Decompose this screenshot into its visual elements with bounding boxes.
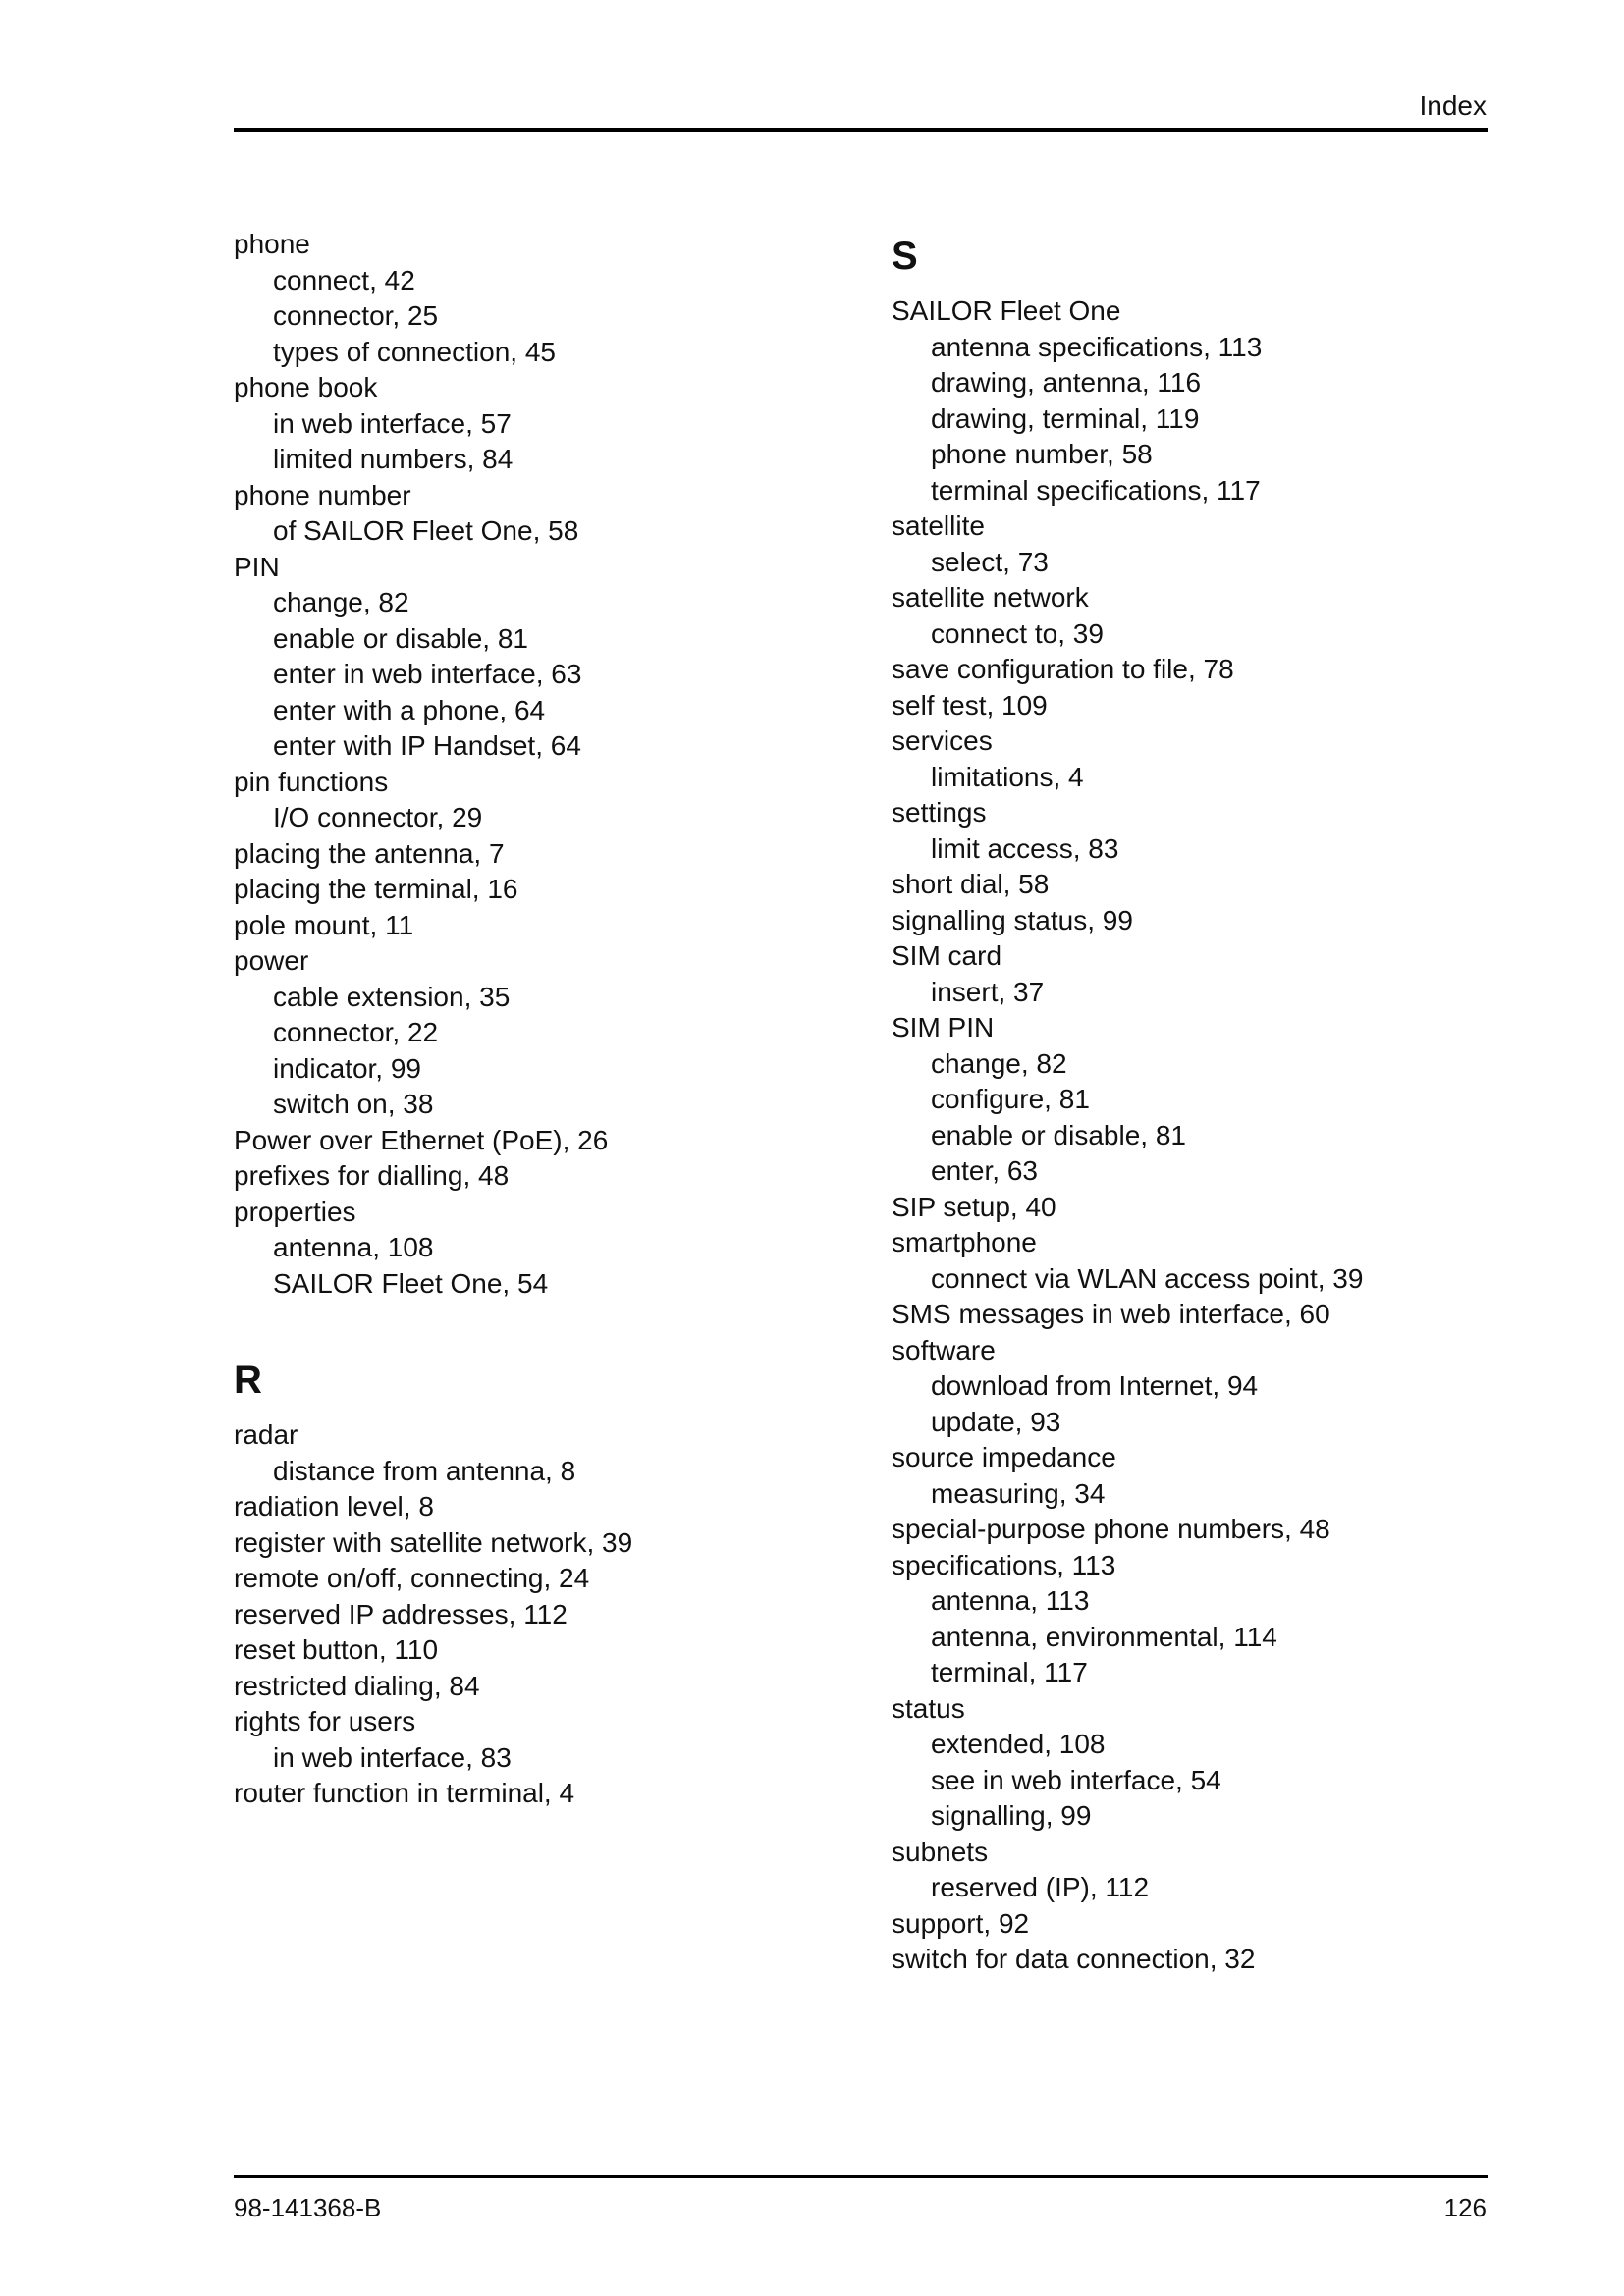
index-entry: pole mount, 11 [234,909,414,940]
index-subentry: terminal, 117 [931,1657,1088,1687]
index-subentry: antenna specifications, 113 [931,331,1263,362]
index-subentry: terminal specifications, 117 [931,474,1261,506]
index-entry: status [892,1692,965,1724]
index-entry: SIM card [892,940,1002,971]
footer-rule [234,2175,1488,2178]
index-subentry: enter, 63 [931,1155,1038,1186]
index-subentry: distance from antenna, 8 [273,1455,576,1486]
index-entry: satellite network [892,582,1089,613]
index-entry: phone [234,229,310,259]
index-column-left [234,227,862,1812]
index-subentry: reserved (IP), 112 [931,1872,1150,1902]
index-entry: support, 92 [892,1907,1030,1939]
index-subentry: connect via WLAN access point, 39 [931,1262,1364,1294]
index-entry: rights for users [234,1706,416,1736]
index-entry: prefixes for dialling, 48 [234,1160,510,1191]
index-entry: SMS messages in web interface, 60 [892,1299,1330,1329]
index-entry: services [892,725,993,756]
index-subentry: limited numbers, 84 [273,444,514,474]
index-entry: remote on/off, connecting, 24 [234,1563,590,1593]
index-entry: SIP setup, 40 [892,1191,1056,1222]
index-subentry: connect, 42 [273,264,415,295]
section-spacer [234,1302,862,1351]
index-subentry: enable or disable, 81 [273,622,528,654]
index-entry: save configuration to file, 78 [892,654,1234,684]
index-subentry: enter with IP Handset, 64 [273,730,581,761]
index-entry: router function in terminal, 4 [234,1778,575,1808]
index-subentry: select, 73 [931,546,1049,577]
index-entry: smartphone [892,1227,1037,1257]
index-entry: Power over Ethernet (PoE), 26 [234,1124,609,1155]
index-subentry: enter with a phone, 64 [273,694,546,725]
index-entry: SAILOR Fleet One [892,295,1121,326]
index-subentry: antenna, environmental, 114 [931,1621,1277,1652]
index-subentry: extended, 108 [931,1729,1106,1759]
index-subentry: change, 82 [273,587,409,617]
index-subentry: antenna, 108 [273,1232,434,1262]
index-subentry: enter in web interface, 63 [273,659,582,689]
index-entry: source impedance [892,1442,1116,1472]
index-subentry: measuring, 34 [931,1477,1106,1509]
index-entry: specifications, 113 [892,1549,1116,1580]
index-subentry: connector, 25 [273,300,439,331]
running-header: Index [1419,90,1487,121]
index-subentry: drawing, antenna, 116 [931,367,1202,398]
index-subentry: limit access, 83 [931,832,1119,864]
index-subentry: drawing, terminal, 119 [931,402,1200,434]
index-column-right [892,227,1500,1978]
index-entry: self test, 109 [892,689,1048,721]
index-subentry: switch on, 38 [273,1089,434,1119]
index-subentry: indicator, 99 [273,1052,421,1084]
index-entry: power [234,945,309,976]
index-entry: reset button, 110 [234,1634,439,1665]
index-entry: PIN [234,551,280,582]
index-entry: radar [234,1419,298,1450]
index-subentry: in web interface, 83 [273,1741,512,1773]
index-subentry: configure, 81 [931,1084,1090,1114]
index-entry: placing the antenna, 7 [234,837,505,869]
index-subentry: enable or disable, 81 [931,1119,1186,1150]
index-subentry: download from Internet, 94 [931,1370,1259,1401]
index-entry: radiation level, 8 [234,1491,434,1522]
index-entry: switch for data connection, 32 [892,1944,1256,1974]
index-entry: satellite [892,510,985,541]
index-subentry: I/O connector, 29 [273,802,483,832]
index-subentry: change, 82 [931,1047,1067,1079]
index-subentry: insert, 37 [931,976,1045,1007]
index-subentry: of SAILOR Fleet One, 58 [273,515,579,546]
index-subentry: limitations, 4 [931,761,1084,792]
index-entry: phone book [234,372,378,402]
index-subentry: in web interface, 57 [273,407,512,439]
index-entry: special-purpose phone numbers, 48 [892,1514,1330,1544]
index-subentry: connector, 22 [273,1017,439,1047]
index-entry: reserved IP addresses, 112 [234,1598,568,1629]
index-subentry: antenna, 113 [931,1585,1090,1616]
index-entry: pin functions [234,766,389,797]
index-subentry: update, 93 [931,1406,1061,1437]
index-entry: subnets [892,1836,989,1867]
document-number: 98-141368-B [234,2193,382,2222]
section-letter-spacer [234,1410,862,1417]
header-rule [234,128,1488,132]
index-subentry: connect to, 39 [931,617,1104,649]
index-subentry: SAILOR Fleet One, 54 [273,1267,549,1299]
index-subentry: phone number, 58 [931,439,1153,469]
index-entry: restricted dialing, 84 [234,1670,480,1701]
index-entry: SIM PIN [892,1012,995,1042]
index-entry: placing the terminal, 16 [234,874,518,904]
index-subentry: signalling, 99 [931,1800,1092,1831]
section-letter-spacer [892,286,1500,294]
index-entry: signalling status, 99 [892,904,1133,935]
index-entry: software [892,1334,996,1365]
index-entry: settings [892,797,987,828]
index-subentry: types of connection, 45 [273,336,556,367]
index-entry: register with satellite network, 39 [234,1526,633,1558]
index-subentry: cable extension, 35 [273,981,511,1012]
index-entry: phone number [234,479,411,510]
section-letter: S [892,235,918,278]
index-entry: properties [234,1196,356,1227]
section-letter: R [234,1359,262,1402]
page-number: 126 [1443,2193,1487,2222]
index-subentry: see in web interface, 54 [931,1764,1221,1795]
index-entry: short dial, 58 [892,869,1050,899]
